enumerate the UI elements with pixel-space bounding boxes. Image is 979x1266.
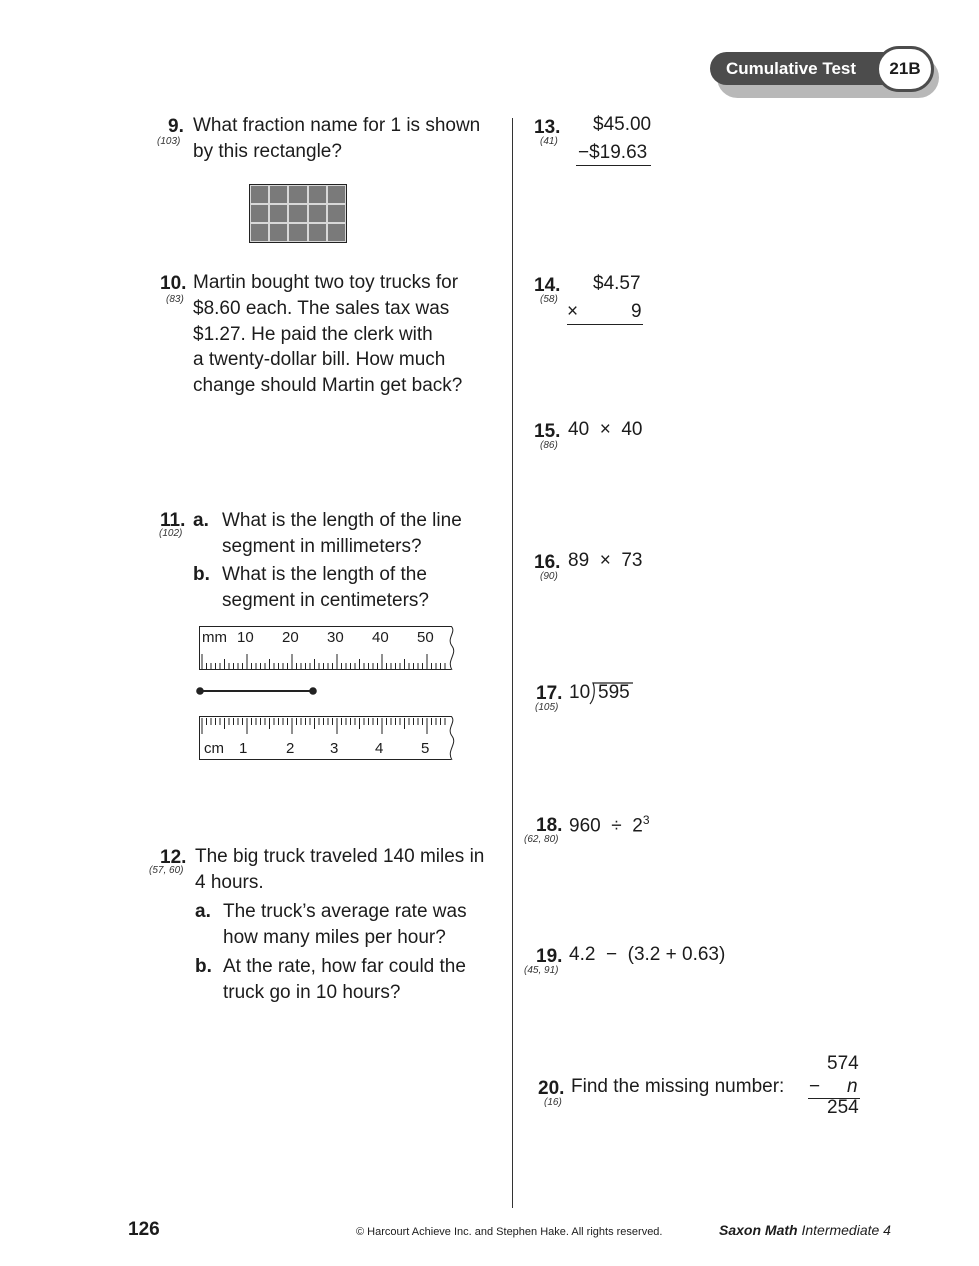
question-text: What fraction name for 1 is shown [193, 115, 481, 136]
multiplicand: $4.57 [593, 273, 641, 294]
expression: 40 × 40 [568, 419, 643, 440]
multiply-sign: × [567, 301, 579, 322]
line-segment [194, 684, 320, 698]
expression-base: 960 ÷ 2 [569, 815, 643, 837]
fraction-rectangle [249, 184, 347, 243]
multiplier: 9 [631, 301, 642, 322]
part-b-label: b. [193, 564, 210, 585]
question-text: how many miles per hour? [223, 927, 446, 948]
problem-number: 12. [160, 847, 187, 868]
expression: 89 × 73 [568, 550, 643, 571]
problem-number: 16. [534, 552, 561, 573]
part-a-label: a. [195, 901, 211, 922]
ruler-label: 4 [375, 740, 384, 757]
ruler-label: 20 [282, 629, 299, 646]
book-title [719, 1222, 891, 1238]
question-text: $1.27. He paid the clerk with [193, 324, 433, 345]
ruler-unit: cm [204, 740, 224, 757]
millimeter-ruler [199, 626, 451, 670]
column-divider [512, 118, 513, 1208]
ruler-label: 50 [417, 629, 434, 646]
problem-number: 20. [538, 1078, 565, 1099]
ruler-torn-edge [446, 716, 458, 760]
problem-number: 10. [160, 273, 187, 294]
problem-number: 18. [536, 815, 563, 836]
expression [569, 813, 650, 837]
lesson-reference: (58) [540, 294, 558, 305]
ruler-label: 30 [327, 629, 344, 646]
problem-number: 14. [534, 275, 561, 296]
ruler-label: 1 [239, 740, 248, 757]
lesson-reference: (102) [159, 528, 183, 539]
ruler-label: 3 [330, 740, 339, 757]
ruler-label: 5 [421, 740, 430, 757]
minus-sign: − [809, 1076, 821, 1097]
question-text: truck go in 10 hours? [223, 982, 401, 1003]
subtrahend: −$19.63 [578, 142, 648, 163]
lesson-reference: (45, 91) [524, 965, 559, 976]
question-text: 4 hours. [195, 872, 264, 893]
problem-number: 17. [536, 683, 563, 704]
answer-line [576, 165, 651, 166]
difference: 254 [827, 1097, 859, 1118]
question-text: What is the length of the line [222, 510, 462, 531]
ruler-label: 10 [237, 629, 254, 646]
ruler-label: 2 [286, 740, 295, 757]
minuend: $45.00 [593, 114, 652, 135]
cumulative-test-label: Cumulative Test [710, 52, 888, 85]
lesson-reference: (57, 60) [149, 865, 184, 876]
ruler-label: 40 [372, 629, 389, 646]
missing-number-variable: n [847, 1076, 858, 1097]
problem-number: 19. [536, 946, 563, 967]
copyright-notice: © Harcourt Achieve Inc. and Stephen Hake. All rights reserved. [356, 1226, 663, 1238]
question-text: a twenty-dollar bill. How much [193, 349, 446, 370]
lesson-reference: (83) [166, 294, 184, 305]
problem-number: 9. [168, 116, 184, 137]
page-number: 126 [128, 1219, 160, 1240]
divisor: 10 [569, 682, 591, 703]
question-text: Martin bought two toy trucks for [193, 272, 459, 293]
book-title-series: Saxon Math [719, 1222, 798, 1238]
question-text: The truck’s average rate was [223, 901, 467, 922]
cm-tick-marks [200, 717, 452, 761]
problem-number: 15. [534, 421, 561, 442]
lesson-reference: (62, 80) [524, 834, 559, 845]
centimeter-ruler [199, 716, 451, 760]
lesson-reference: (103) [157, 136, 181, 147]
test-number-badge: 21B [876, 46, 934, 92]
question-text: by this rectangle? [193, 141, 342, 162]
minuend: 574 [827, 1053, 859, 1074]
question-text: segment in millimeters? [222, 536, 422, 557]
book-title-level: Intermediate 4 [801, 1222, 891, 1238]
ruler-unit: mm [202, 629, 227, 646]
question-text: $8.60 each. The sales tax was [193, 298, 450, 319]
answer-line [567, 324, 643, 325]
dividend: 595 [598, 682, 630, 703]
problem-number: 13. [534, 117, 561, 138]
question-text: Find the missing number: [571, 1076, 785, 1097]
exponent: 3 [642, 813, 650, 827]
question-text: The big truck traveled 140 miles in [195, 846, 485, 867]
lesson-reference: (41) [540, 136, 558, 147]
question-text: What is the length of the [222, 564, 427, 585]
question-text: segment in centimeters? [222, 590, 429, 611]
lesson-reference: (16) [544, 1097, 562, 1108]
problem-number: 11. [160, 510, 186, 531]
lesson-reference: (86) [540, 440, 558, 451]
lesson-reference: (90) [540, 571, 558, 582]
expression: 4.2 − (3.2 + 0.63) [569, 944, 726, 965]
part-b-label: b. [195, 956, 212, 977]
part-a-label: a. [193, 510, 209, 531]
mm-tick-marks [200, 627, 452, 671]
ruler-torn-edge [446, 626, 458, 670]
question-text: At the rate, how far could the [223, 956, 466, 977]
lesson-reference: (105) [535, 702, 559, 713]
question-text: change should Martin get back? [193, 375, 463, 396]
